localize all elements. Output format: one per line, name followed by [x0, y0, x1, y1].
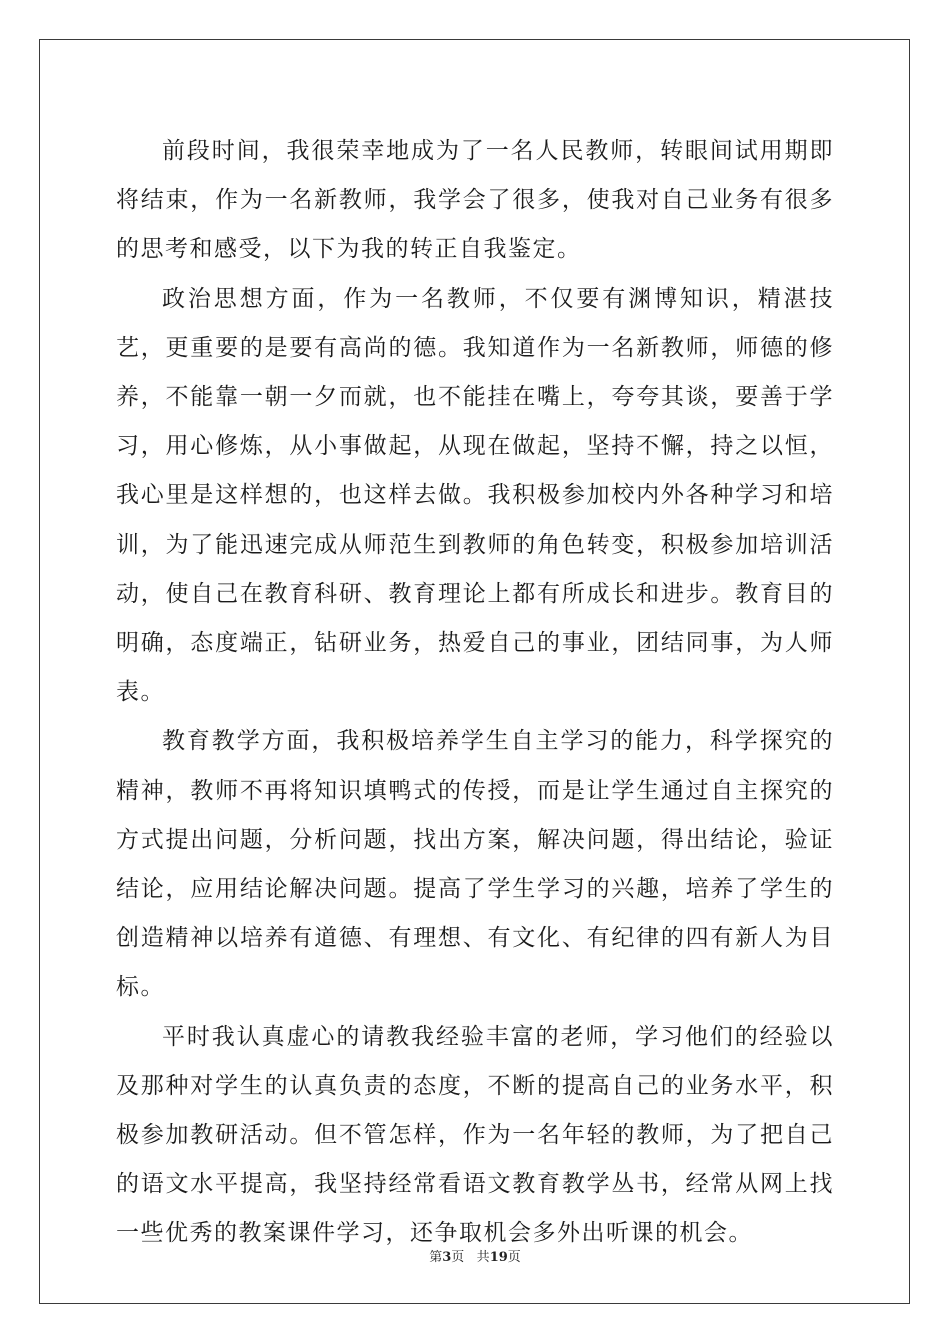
- page-number: 3: [442, 1250, 452, 1265]
- total-suffix: 页: [507, 1250, 521, 1265]
- paragraph-teaching: 教育教学方面，我积极培养学生自主学习的能力，科学探究的精神，教师不再将知识填鸭式的传授，而是让学生通过自主探究的方式提出问题，分析问题，找出方案，解决问题，得出结论，验证结论，应用结论解决问题。提高了学生学习的兴趣，培养了学生的创造精神以培养有道德、有理想、有文化、有纪律的四有新人为目标。: [116, 728, 834, 1001]
- page-suffix: 页: [451, 1250, 465, 1265]
- total-pages: 19: [489, 1250, 508, 1265]
- paragraph-daily-learning: 平时我认真虚心的请教我经验丰富的老师，学习他们的经验以及那种对学生的认真负责的态度，不断的提高自己的业务水平，积极参加教研活动。但不管怎样，作为一名年轻的教师，为了把自己的语文水平提高，我坚持经常看语文教育教学丛书，经常从网上找一些优秀的教案课件学习，还争取机会多外出听课的机会。: [116, 1023, 834, 1247]
- paragraph-political-thought: 政治思想方面，作为一名教师，不仅要有渊博知识，精湛技艺，更重要的是要有高尚的德。我知道作为一名新教师，师德的修养，不能靠一朝一夕而就，也不能挂在嘴上，夸夸其谈，要善于学习，用心修炼，从小事做起，从现在做起，坚持不懈，持之以恒，我心里是这样想的，也这样去做。我积极参加校内外各种学习和培训，为了能迅速完成从师范生到教师的角色转变，积极参加培训活动，使自己在教育科研、教育理论上都有所成长和进步。教育目的明确，态度端正，钻研业务，热爱自己的事业，团结同事，为人师表。: [116, 285, 834, 706]
- document-body: [116, 127, 834, 1259]
- page-prefix: 第: [429, 1250, 443, 1265]
- page-footer: [0, 1249, 950, 1267]
- paragraph-intro: 前段时间，我很荣幸地成为了一名人民教师，转眼间试用期即将结束，作为一名新教师，我学会了很多，使我对自己业务有很多的思考和感受，以下为我的转正自我鉴定。: [116, 138, 834, 263]
- total-prefix: 共: [476, 1250, 490, 1265]
